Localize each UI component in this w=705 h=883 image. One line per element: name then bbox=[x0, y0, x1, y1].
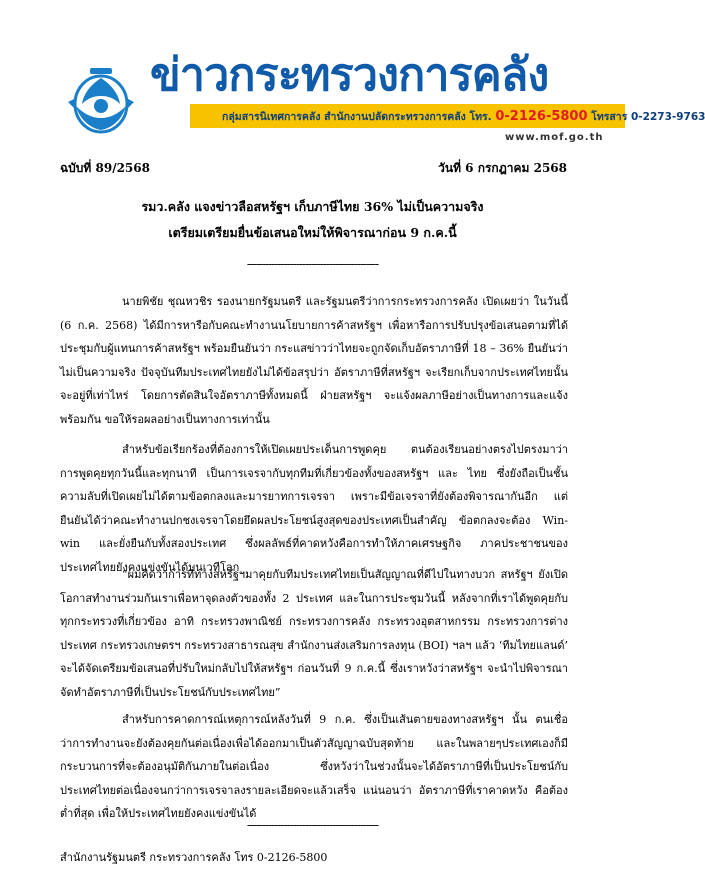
headline-line-1: รมว.คลัง แจงข่าวลือสหรัฐฯ เก็บภาษีไทย 36% ไม่เป็นความจริง bbox=[141, 199, 484, 214]
masthead bbox=[0, 0, 705, 150]
body-paragraph: “ผมคิดว่าการที่ทางสหรัฐฯมาคุยกับทีมประเทศไทยเป็นสัญญาณที่ดีไปในทางบวก สหรัฐฯ ยังเปิดโอกาสทำงานร่วมกันเราเพื่อหาจุดลงตัวของทั้ง 2 ประเทศ และในการประชุมวันนี้ หลังจากที่เราได้พูดคุยกับทุกกระทรวงที่เกี่ยวข้อง อาทิ กระทรวงพาณิชย์ กระทรวงการคลัง กระทรวงอุตสาหกรรม กระทรวงการต่างประเทศ กระทรวงเกษตรฯ กระทรวงสาธารณสุข สำนักงานส่งเสริมการลงทุน (BOI) ฯลฯ แล้ว ‘ทีมไทยแลนด์’ จะได้จัดเตรียมข้อเสนอที่ปรับใหม่กลับไปให้สหรัฐฯ ก่อนวันที่ 9 ก.ค.นี้ ซึ่งเราหวังว่าสหรัฐฯ จะนำไปพิจารณาจัดทำอัตราภาษีที่เป็นประโยชน์กับประเทศไทย” bbox=[60, 568, 568, 699]
headline-line-2: เตรียมเตรียมยื่นข้อเสนอใหม่ให้พิจารณาก่อน 9 ก.ค.นี้ bbox=[168, 225, 457, 240]
ministry-seal-icon bbox=[62, 62, 140, 142]
body-paragraph: นายพิชัย ชุณหวชิร รองนายกรัฐมนตรี และรัฐมนตรีว่าการกระทรวงการคลัง เปิดเผยว่า ในวันนี้ (6 ก.ค. 2568) ได้มีการหารือกับคณะทำงานนโยบายการค้าสหรัฐฯ เพื่อหารือการปรับปรุงข้อเสนอตามที่ได้ประชุมกับผู้แทนการค้าสหรัฐฯ พร้อมยืนยันว่า กระแสข่าวว่าไทยจะถูกจัดเก็บอัตราภาษีที่ 18 – 36% ยืนยันว่า ไม่เป็นความจริง ปัจจุบันทีมประเทศไทยยังไม่ได้ข้อสรุปว่า อัตราภาษีที่สหรัฐฯ จะเรียกเก็บจากประเทศไทยนั้นจะอยู่ที่เท่าไหร่ โดยการตัดสินใจอัตราภาษีทั้งหมดนี้ ฝ่ายสหรัฐฯ จะแจ้งผลภาษีอย่างเป็นทางการและแจ้งพร้อมกัน ขอให้รอผลอย่างเป็นทางการเท่านั้น bbox=[60, 295, 568, 426]
divider-top: ------------------------------------------- bbox=[246, 257, 379, 271]
body-paragraph: สำหรับข้อเรียกร้องที่ต้องการให้เปิดเผยประเด็นการพูดคุย ตนต้องเรียนอย่างตรงไปตรงมาว่า การพูดคุยทุกวันนี้และทุกนาที เป็นการเจรจากับทุกทีมที่เกี่ยวข้องทั้งของสหรัฐฯ และ ไทย ซึ่งยังถือเป็นชั้นความลับที่เปิดเผยไม่ได้ตามข้อตกลงและมารยาทการเจรจา เพราะมีข้อเจรจาที่ยังต้องพิจารณากันอีก แต่ยืนยันได้ว่าคณะทำงานปกชงเจรจาโดยยึดผลประโยชน์สูงสุดของประเทศเป็นสำคัญ ข้อตกลงจะต้อง Win-win และยั่งยืนกับทั้งสองประเทศ ซึ่งผลลัพธ์ที่คาดหวังคือการทำให้ภาคเศรษฐกิจ ภาคประชาชนของประเทศไทยยังคงแข่งขันได้บนเวทีโลก bbox=[60, 443, 568, 574]
divider-bottom: ------------------------------------------- bbox=[246, 818, 379, 832]
issue-number: ฉบับที่ 89/2568 bbox=[60, 161, 150, 175]
masthead-phone-label: โทร. bbox=[469, 111, 492, 123]
footer-contact: สำนักงานรัฐมนตรี กระทรวงการคลัง โทร 0-2126-5800 bbox=[60, 851, 328, 864]
masthead-website: www.mof.go.th bbox=[505, 132, 604, 143]
body-paragraph: สำหรับการคาดการณ์เหตุการณ์หลังวันที่ 9 ก.ค. ซึ่งเป็นเส้นตายของทางสหรัฐฯ นั้น ตนเชื่อว่าการทำงานจะยังต้องคุยกันต่อเนื่องเพื่อได้ออกมาเป็นตัวสัญญาฉบับสุดท้าย และในพลายๆประเทศเองก็มีกระบวนการที่จะต้องอนุมัติกันภายในต่อเนื่อง ซึ่งหวังว่าในช่วงนั้นจะได้อัตราภาษีที่เป็นประโยชน์กับประเทศไทยต่อเนื่องจนกว่าการเจรจาลงรายละเอียดจะแล้วเสร็จ แน่นอนว่า อัตราภาษีที่เราคาดหวัง คือต้องต่ำที่สุด เพื่อให้ประเทศไทยยังคงแข่งขันได้ bbox=[60, 713, 568, 820]
masthead-fax: โทรสาร 0-2273-9763 bbox=[591, 111, 705, 123]
issue-date: วันที่ 6 กรกฎาคม 2568 bbox=[438, 161, 567, 175]
masthead-title: ข่าวกระทรวงการคลัง bbox=[150, 48, 549, 101]
masthead-phone: 0-2126-5800 bbox=[495, 109, 588, 124]
masthead-contact bbox=[222, 108, 705, 125]
masthead-subtitle: กลุ่มสารนิเทศการคลัง สำนักงานปลัดกระทรวงการคลัง bbox=[222, 111, 466, 123]
